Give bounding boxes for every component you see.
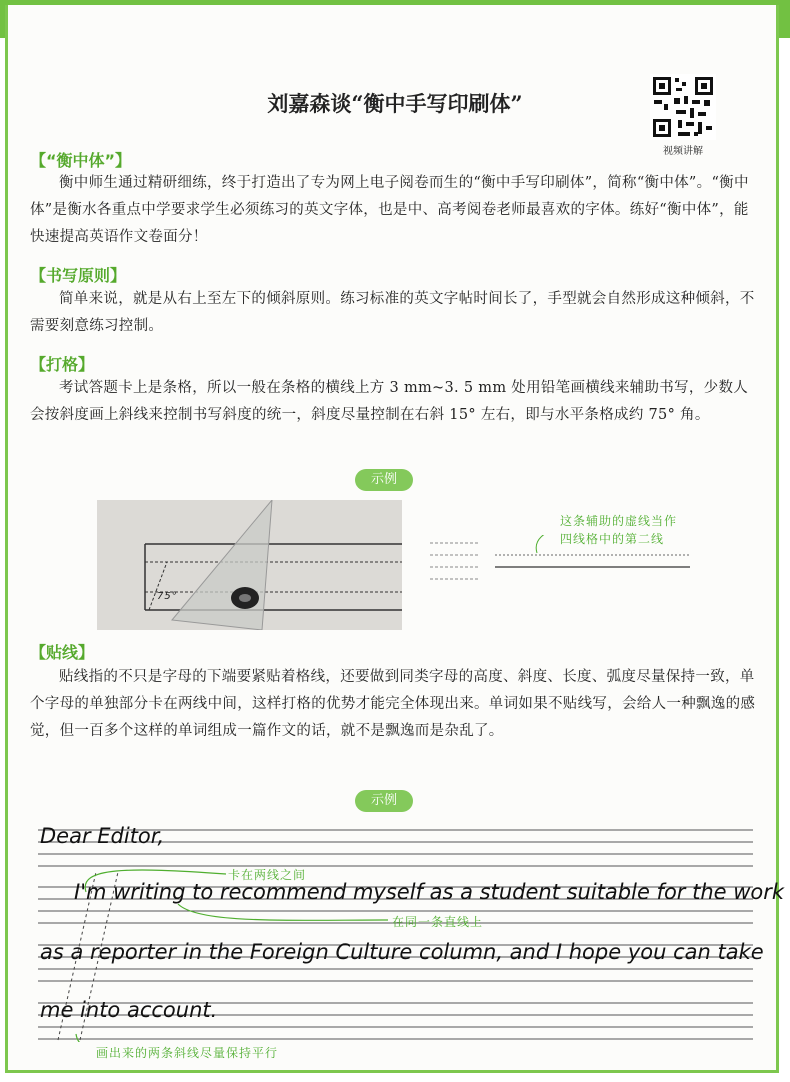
section-heading-principle: 【书写原则】	[30, 266, 127, 285]
note-between-lines: 卡在两线之间	[228, 868, 307, 882]
section-heading-grid: 【打格】	[30, 355, 95, 374]
dashed-line-note-1: 这条辅助的虚线当作	[560, 514, 678, 528]
page-title: 刘嘉森谈“衡中手写印刷体”	[267, 91, 523, 116]
section-heading-hengzhong: 【“衡中体”】	[30, 151, 132, 170]
example-badge: 示例	[355, 469, 413, 491]
dashed-line-note-2: 四线格中的第二线	[560, 532, 665, 546]
note-parallel: 画出来的两条斜线尽量保持平行	[96, 1046, 279, 1060]
example-badge-2: 示例	[355, 790, 413, 812]
section-text-principle: 简单来说，就是从右上至左下的倾斜原则。练习标准的英文字帖时间长了，手型就会自然形成这种倾斜，不需要刻意练习控制。	[30, 291, 755, 334]
handwriting-line-1: Dear Editor,	[40, 824, 165, 848]
handwriting-line-2: I'm writing to recommend myself as a student suitable for the work	[74, 880, 785, 904]
section-heading-stick-line: 【贴线】	[30, 643, 95, 662]
section-text-grid: 考试答题卡上是条格，所以一般在条格的横线上方 3 mm~3. 5 mm 处用铅笔画横线来辅助书写，少数人会按斜度画上斜线来控制书写斜度的统一，斜度尽量控制在右斜 15° 左右，即与水平条格成约 75° 角。	[30, 380, 749, 423]
qr-caption: 视频讲解	[663, 146, 703, 157]
handwriting-line-4: me into account.	[40, 998, 218, 1022]
angle-label: 75°	[157, 591, 178, 602]
section-text-hengzhong: 衡中师生通过精研细练，终于打造出了专为网上电子阅卷而生的“衡中手写印刷体”，简称“衡中体”。“衡中体”是衡水各重点中学要求学生必须练习的英文字体，也是中、高考阅卷老师最喜欢的字体。练好“衡中体”，能快速提高英语作文卷面分！	[30, 175, 749, 245]
qr-code[interactable]	[650, 74, 716, 140]
note-same-line: 在同一条直线上	[392, 915, 484, 929]
section-text-stick-line: 贴线指的不只是字母的下端要紧贴着格线，还要做到同类字母的高度、斜度、长度、弧度尽量保持一致，单个字母的单独部分卡在两线中间，这样打格的优势才能完全体现出来。单词如果不贴线写，会给人一种飘逸的感觉，但一百多个这样的单词组成一篇作文的话，就不是飘逸而是杂乱了。	[30, 669, 756, 739]
handwriting-line-3: as a reporter in the Foreign Culture column, and I hope you can take	[40, 940, 764, 964]
ruler-photo	[97, 500, 402, 630]
